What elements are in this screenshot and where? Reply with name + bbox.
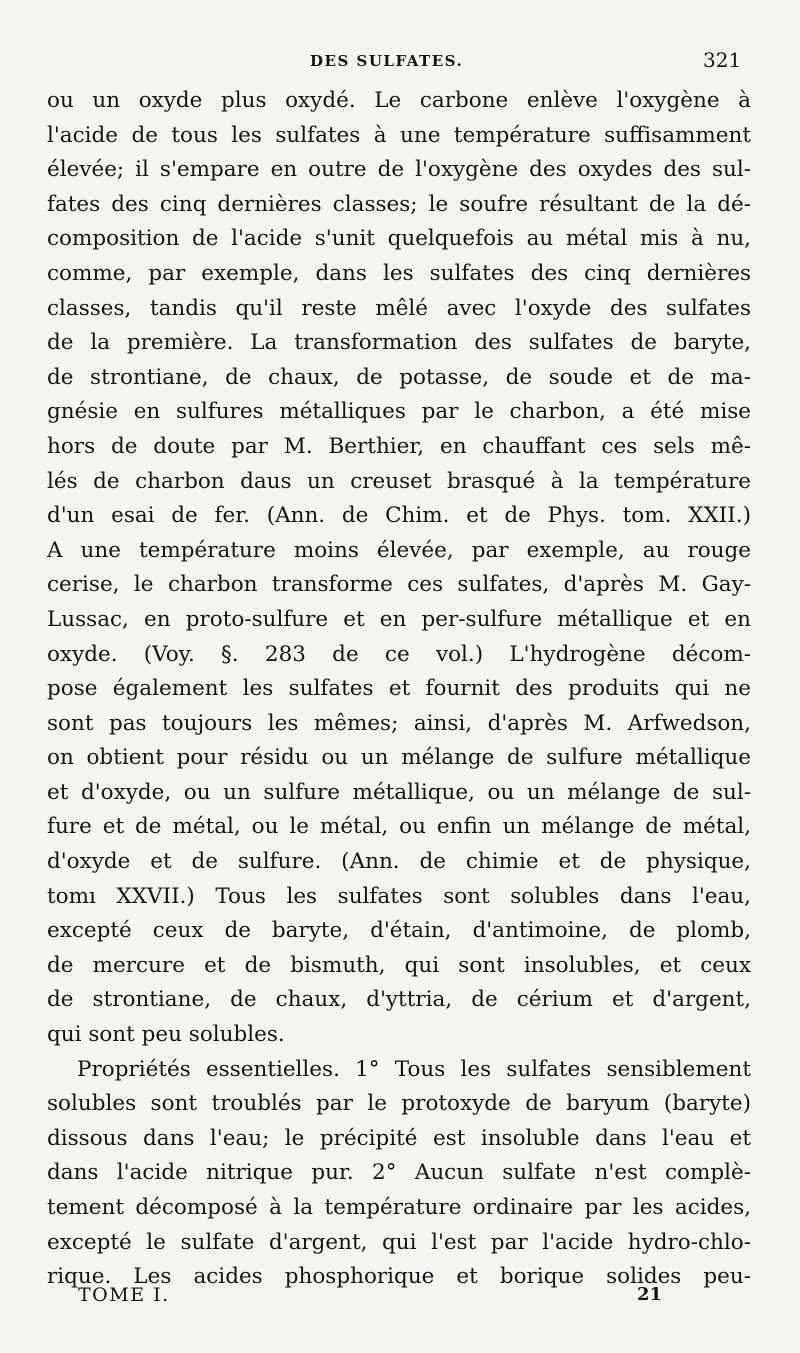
text-line: solubles sont troublés par le protoxyde de baryum (baryte) — [47, 1091, 751, 1117]
text-line: de mercure et de bismuth, qui sont insolubles, et ceux — [47, 952, 751, 978]
text-line: Propriétés essentielles. 1° Tous les sulfates sensiblement — [77, 1056, 751, 1082]
text-line: dissous dans l'eau; le précipité est insoluble dans l'eau et — [47, 1125, 751, 1151]
text-line: lés de charbon daus un creuset brasqué à la température — [47, 468, 751, 494]
text-line: tomı XXVII.) Tous les sulfates sont solubles dans l'eau, — [47, 883, 751, 909]
text-line: cerise, le charbon transforme ces sulfates, d'après M. Gay- — [47, 572, 751, 598]
volume-signature: TOME I. — [78, 1284, 170, 1306]
text-line: Lussac, en proto-sulfure et en per-sulfure métallique et en — [47, 606, 751, 632]
text-line: de la première. La transformation des sulfates de baryte, — [47, 330, 751, 356]
text-line: fates des cinq dernières classes; le soufre résultant de la dé- — [47, 191, 751, 217]
text-line: fure et de métal, ou le métal, ou enfin un mélange de métal, — [47, 814, 751, 840]
text-line: ou un oxyde plus oxydé. Le carbone enlève l'oxygène à — [47, 88, 751, 113]
text-line: pose également les sulfates et fournit des produits qui ne — [47, 676, 751, 702]
text-line: dans l'acide nitrique pur. 2° Aucun sulfate n'est complè- — [47, 1160, 751, 1186]
text-line: l'acide de tous les sulfates à une température suffisamment — [47, 122, 751, 148]
text-line: sont pas toujours les mêmes; ainsi, d'après M. Arfwedson, — [47, 710, 751, 736]
text-line: de strontiane, de chaux, de potasse, de soude et de ma- — [47, 364, 751, 390]
text-line: classes, tandis qu'il reste mêlé avec l'oxyde des sulfates — [47, 295, 751, 321]
text-line: excepté le sulfate d'argent, qui l'est par l'acide hydro-chlo- — [47, 1229, 751, 1255]
running-title: DES SULFATES. — [310, 52, 464, 70]
text-line: d'un esai de fer. (Ann. de Chim. et de Phys. tom. XXII.) — [47, 503, 751, 529]
text-line: et d'oxyde, ou un sulfure métallique, ou un mélange de sul- — [47, 779, 751, 805]
text-line: composition de l'acide s'unit quelquefois au métal mis à nu, — [47, 226, 751, 252]
text-line: A une température moins élevée, par exemple, au rouge — [47, 537, 751, 563]
text-line: d'oxyde et de sulfure. (Ann. de chimie et de physique, — [47, 849, 751, 875]
text-line: de strontiane, de chaux, d'yttria, de cérium et d'argent, — [47, 987, 751, 1013]
text-line: qui sont peu solubles. — [47, 1022, 285, 1048]
text-line: oxyde. (Voy. §. 283 de ce vol.) L'hydrogène décom- — [47, 641, 751, 667]
text-line: on obtient pour résidu ou un mélange de sulfure métallique — [47, 745, 751, 771]
text-line: gnésie en sulfures métalliques par le charbon, a été mise — [47, 399, 751, 425]
page-number: 321 — [703, 48, 742, 72]
body-text — [47, 84, 751, 1295]
text-line: élevée; il s'empare en outre de l'oxygène des oxydes des sul- — [47, 157, 751, 183]
text-line: rique. Les acides phosphorique et borique solides peu- — [47, 1264, 751, 1290]
running-head — [0, 48, 800, 78]
signature-number: 21 — [637, 1284, 663, 1305]
text-line: hors de doute par M. Berthier, en chauffant ces sels mê- — [47, 433, 751, 459]
text-line: comme, par exemple, dans les sulfates des cinq dernières — [47, 260, 751, 286]
text-line: tement décomposé à la température ordinaire par les acides, — [47, 1195, 751, 1220]
page-footer — [0, 1284, 800, 1318]
text-line: excepté ceux de baryte, d'étain, d'antimoine, de plomb, — [47, 918, 751, 944]
